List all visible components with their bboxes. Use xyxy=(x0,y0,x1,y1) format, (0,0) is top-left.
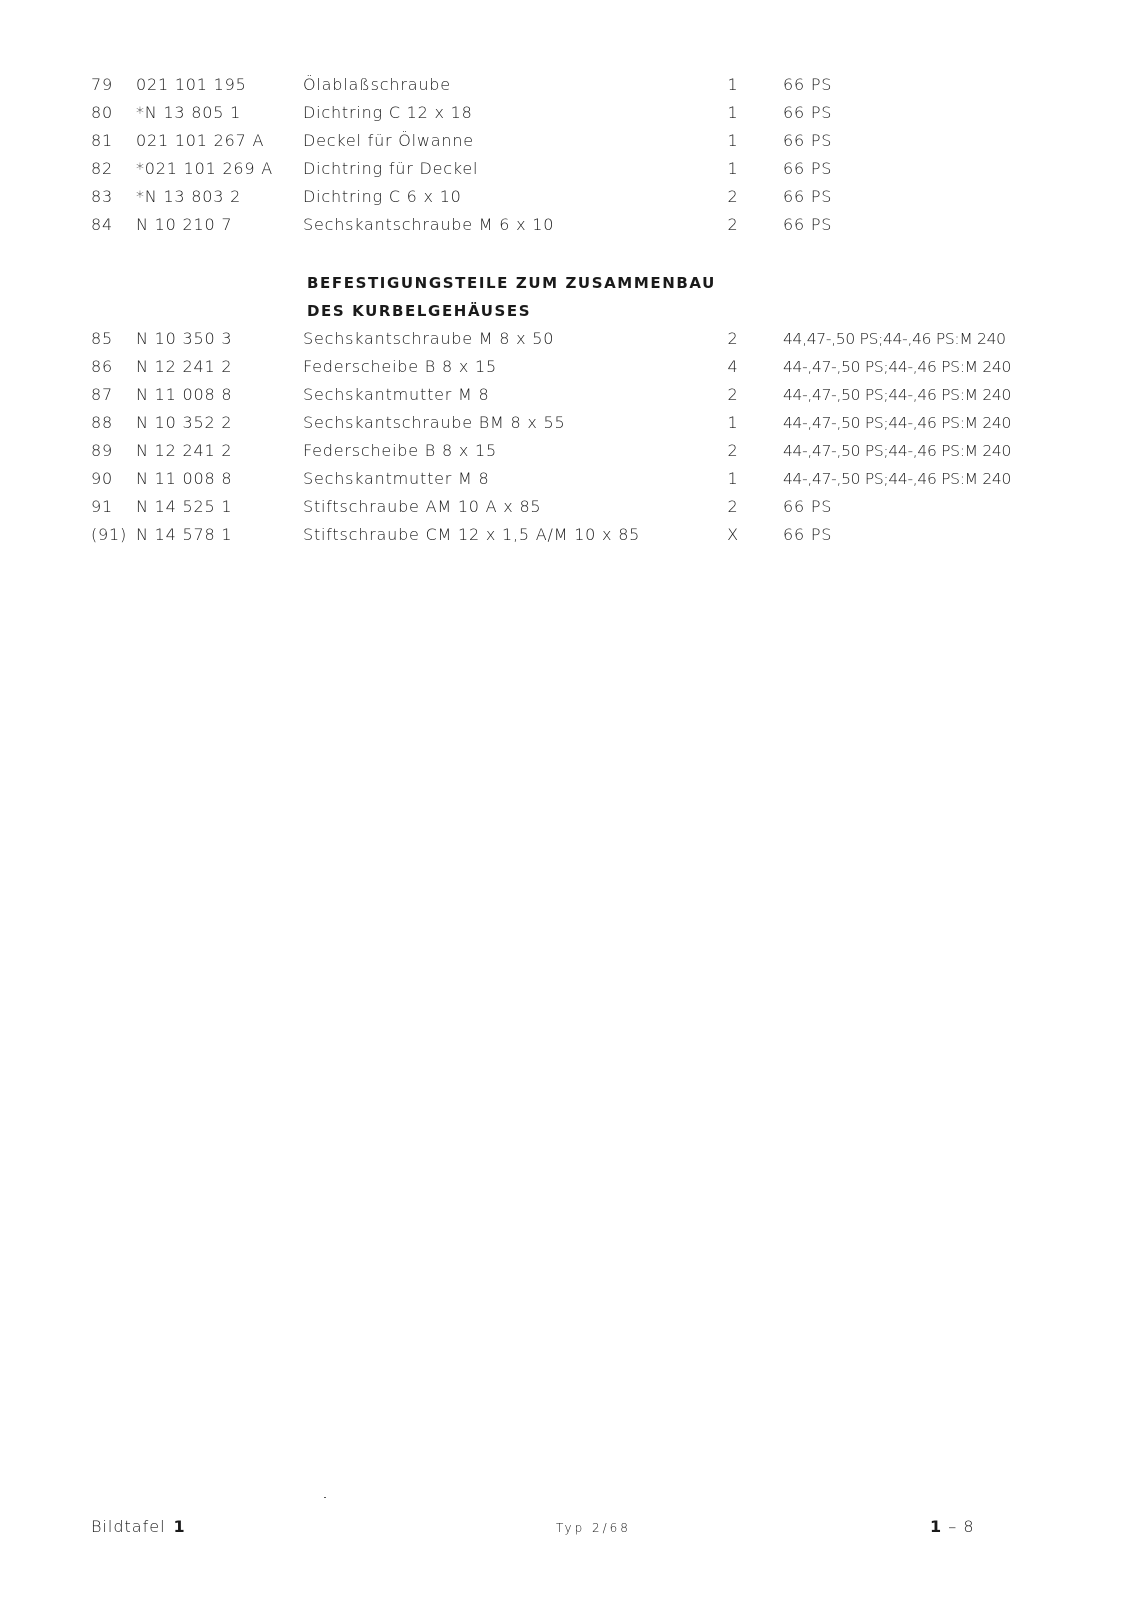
part-number: N 10 352 2 xyxy=(136,413,233,432)
position-number: 82 xyxy=(91,159,113,178)
quantity: 4 xyxy=(727,357,739,376)
quantity: 1 xyxy=(727,159,739,178)
part-description: Sechskantschraube M 8 x 50 xyxy=(303,329,555,348)
remark: 66 PS xyxy=(783,497,833,516)
quantity: 2 xyxy=(727,385,739,404)
part-description: Deckel für Ölwanne xyxy=(303,131,474,150)
remark: 44-,47-,50 PS;44-,46 PS:M 240 xyxy=(783,414,1012,432)
remark: 66 PS xyxy=(783,187,833,206)
remark: 66 PS xyxy=(783,215,833,234)
position-number: 90 xyxy=(91,469,113,488)
part-number: 021 101 267 A xyxy=(136,131,265,150)
quantity: 1 xyxy=(727,469,739,488)
quantity: 1 xyxy=(727,131,739,150)
remark: 66 PS xyxy=(783,159,833,178)
remark: 44,47-,50 PS;44-,46 PS:M 240 xyxy=(783,330,1006,348)
remark: 66 PS xyxy=(783,103,833,122)
position-number: 89 xyxy=(91,441,113,460)
part-number: N 11 008 8 xyxy=(136,385,233,404)
section-heading xyxy=(307,273,716,321)
position-number: 88 xyxy=(91,413,113,432)
part-description: Stiftschraube CM 12 x 1,5 A/M 10 x 85 xyxy=(303,525,641,544)
part-number: N 14 525 1 xyxy=(136,497,233,516)
part-number: 021 101 195 xyxy=(136,75,247,94)
quantity: 1 xyxy=(727,413,739,432)
remark: 44-,47-,50 PS;44-,46 PS:M 240 xyxy=(783,442,1012,460)
part-description: Federscheibe B 8 x 15 xyxy=(303,441,497,460)
part-number: N 14 578 1 xyxy=(136,525,233,544)
part-description: Dichtring für Deckel xyxy=(303,159,479,178)
footer-type: Typ 2/68 xyxy=(556,1521,631,1535)
part-description: Stiftschraube AM 10 A x 85 xyxy=(303,497,542,516)
quantity: 1 xyxy=(727,103,739,122)
position-number: 87 xyxy=(91,385,113,404)
position-number: (91) xyxy=(91,525,128,544)
footer-page-number xyxy=(930,1517,975,1536)
remark: 44-,47-,50 PS;44-,46 PS:M 240 xyxy=(783,386,1012,404)
part-description: Sechskantmutter M 8 xyxy=(303,469,490,488)
position-number: 83 xyxy=(91,187,113,206)
part-number: N 10 210 7 xyxy=(136,215,233,234)
part-number: N 12 241 2 xyxy=(136,441,233,460)
page-group: 1 xyxy=(930,1517,943,1536)
part-description: Ölablaßschraube xyxy=(303,75,451,94)
part-description: Sechskantschraube BM 8 x 55 xyxy=(303,413,566,432)
quantity: 1 xyxy=(727,75,739,94)
part-description: Dichtring C 12 x 18 xyxy=(303,103,473,122)
section-heading-line-1: BEFESTIGUNGSTEILE ZUM ZUSAMMENBAU xyxy=(307,274,716,292)
part-number: *021 101 269 A xyxy=(136,159,274,178)
section-heading-line-2: DES KURBELGEHÄUSES xyxy=(307,302,532,320)
remark: 66 PS xyxy=(783,131,833,150)
quantity: 2 xyxy=(727,187,739,206)
remark: 66 PS xyxy=(783,525,833,544)
quantity: X xyxy=(727,525,739,544)
part-number: N 12 241 2 xyxy=(136,357,233,376)
quantity: 2 xyxy=(727,215,739,234)
position-number: 91 xyxy=(91,497,113,516)
part-description: Federscheibe B 8 x 15 xyxy=(303,357,497,376)
quantity: 2 xyxy=(727,441,739,460)
remark: 44-,47-,50 PS;44-,46 PS:M 240 xyxy=(783,470,1012,488)
plate-label: Bildtafel xyxy=(91,1517,166,1536)
position-number: 84 xyxy=(91,215,113,234)
remark: 44-,47-,50 PS;44-,46 PS:M 240 xyxy=(783,358,1012,376)
part-description: Sechskantschraube M 6 x 10 xyxy=(303,215,555,234)
footer-plate-label xyxy=(91,1517,186,1536)
part-number: *N 13 805 1 xyxy=(136,103,242,122)
position-number: 79 xyxy=(91,75,113,94)
page-index: – 8 xyxy=(942,1517,975,1536)
part-number: N 11 008 8 xyxy=(136,469,233,488)
part-description: Sechskantmutter M 8 xyxy=(303,385,490,404)
position-number: 80 xyxy=(91,103,113,122)
quantity: 2 xyxy=(727,497,739,516)
part-number: N 10 350 3 xyxy=(136,329,233,348)
scan-speck xyxy=(324,1497,326,1498)
position-number: 81 xyxy=(91,131,113,150)
position-number: 85 xyxy=(91,329,113,348)
position-number: 86 xyxy=(91,357,113,376)
quantity: 2 xyxy=(727,329,739,348)
part-number: *N 13 803 2 xyxy=(136,187,242,206)
plate-number: 1 xyxy=(173,1517,186,1536)
part-description: Dichtring C 6 x 10 xyxy=(303,187,462,206)
remark: 66 PS xyxy=(783,75,833,94)
